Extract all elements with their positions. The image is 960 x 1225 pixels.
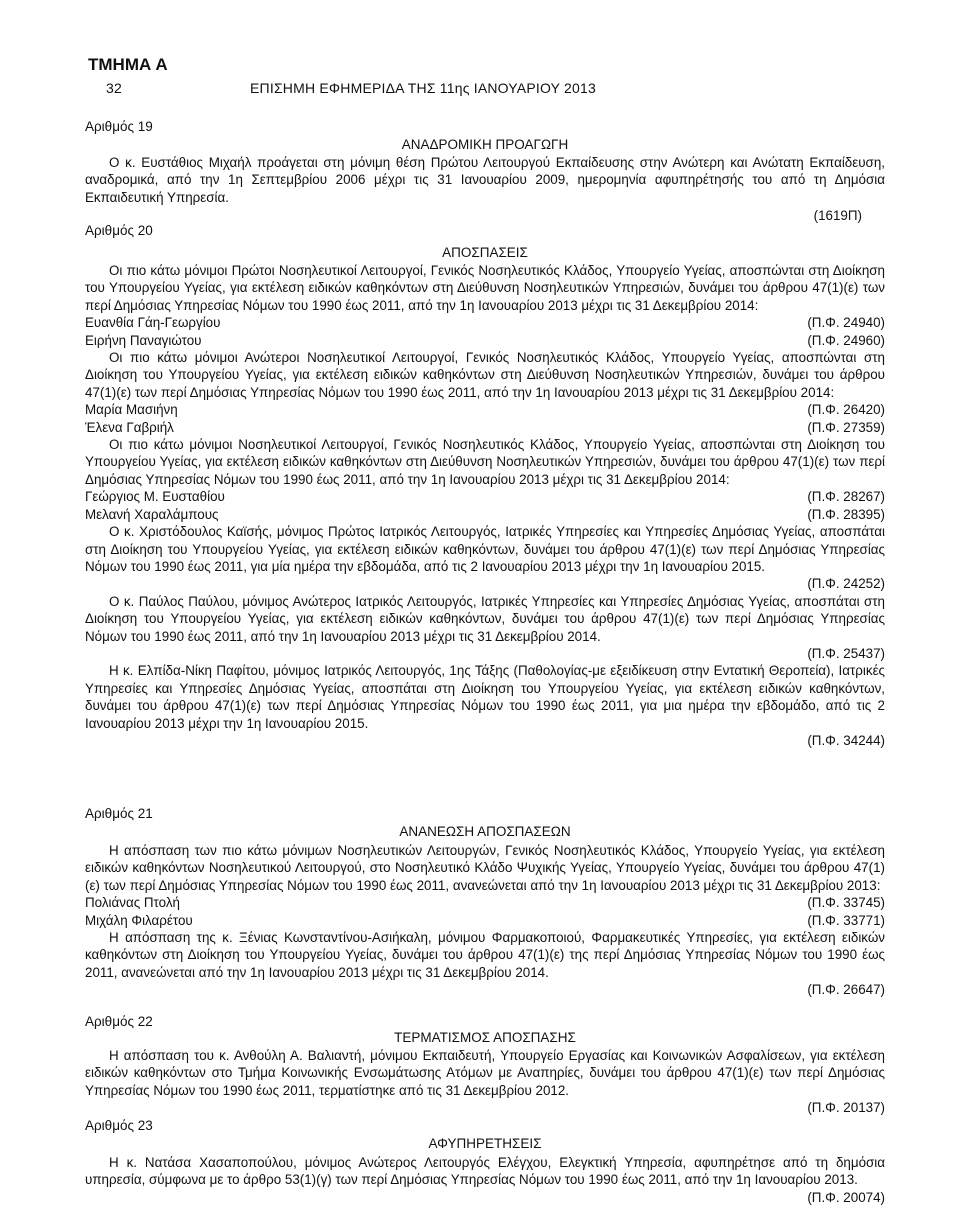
list-item: [85, 314, 885, 331]
article-20-body: [85, 262, 885, 749]
person-name: Έλενα Γαβριήλ: [85, 419, 174, 435]
list-item: [85, 894, 885, 911]
gazette-title: ΕΠΙΣΗΜΗ ΕΦΗΜΕΡΙΔΑ ΤΗΣ 11ης ΙΑΝΟΥΑΡΙΟΥ 2013: [250, 80, 596, 96]
list-item: [85, 401, 885, 418]
pf-ref: (Π.Φ. 24960): [807, 332, 885, 348]
article-22-heading: ΤΕΡΜΑΤΙΣΜΟΣ ΑΠΟΣΠΑΣΗΣ: [394, 1030, 576, 1045]
pf-ref: (Π.Φ. 28267): [807, 489, 885, 505]
person-name: Γεώργιος Μ. Ευσταθίου: [85, 489, 225, 505]
person-name: Ευανθία Γάη-Γεωργίου: [85, 315, 221, 331]
list-item: [85, 419, 885, 436]
person-name: Πολιάνας Πτολή: [85, 895, 180, 911]
gazette-header: [106, 80, 886, 96]
person-name: Μαρία Μασιήνη: [85, 402, 178, 418]
section-label: ΤΜΗΜΑ Α: [88, 55, 168, 74]
article-21-label: Αριθμός 21: [85, 806, 153, 821]
list-item: [85, 912, 885, 929]
article-21-p2: Η απόσπαση της κ. Ξένιας Κωνσταντίνου-Ασιήκαλη, μόνιμου Φαρμακοποιού, Φαρμακευτικές Υπηρεσίες, για εκτέλεση ειδικών καθηκόντων στη Διοίκηση του Υπουργείου Υγείας, δυνάμει του άρθρου 47(1)(ε) της περί Δημόσιας Υπηρεσίας Νόμων του 1990 έως 2011, ανανεώνεται από την 1η Ιανουαρίου 2013 μέχρι τις 31 Δεκεμβρίου 2014.: [85, 930, 885, 980]
list-item: [85, 506, 885, 523]
pf-ref: (Π.Φ. 34244): [807, 732, 885, 748]
article-19-ref: (1619Π): [813, 208, 862, 223]
article-20-p2: Οι πιο κάτω μόνιμοι Ανώτεροι Νοσηλευτικοί Λειτουργοί, Γενικός Νοσηλευτικός Κλάδος, Υπουργείο Υγείας, αποσπώνται στη Διοίκηση του Υπουργείου Υγείας, για εκτέλεση ειδικών καθηκόντων στη Διεύθυνση Νοσηλευτικών Υπηρεσιών, δυνάμει του άρθρου 47(1)(ε) των περί Δημόσιας Υπηρεσίας Νόμων του 1990 έως 2011, από την 1η Ιανουαρίου 2013 μέχρι τις 31 Δεκεμβρίου 2014:: [85, 350, 885, 400]
pf-ref: (Π.Φ. 24252): [807, 576, 885, 592]
article-22-label: Αριθμός 22: [85, 1014, 153, 1029]
article-20-p1: Οι πιο κάτω μόνιμοι Πρώτοι Νοσηλευτικοί Λειτουργοί, Γενικός Νοσηλευτικός Κλάδος, Υπουργείο Υγείας, αποσπώνται στη Διοίκηση του Υπουργείου Υγείας, για εκτέλεση ειδικών καθηκόντων στη Διεύθυνση Νοσηλευτικών Υπηρεσιών, δυνάμει του άρθρου 47(1)(ε) των περί Δημόσιας Υπηρεσίας Νόμων του 1990 έως 2011, από την 1η Ιανουαρίου 2013 μέχρι τις 31 Δεκεμβρίου 2014:: [85, 263, 885, 313]
pf-ref: (Π.Φ. 26420): [807, 402, 885, 418]
article-19-body: [85, 154, 885, 206]
article-23-body: [85, 1154, 885, 1206]
pf-ref: (Π.Φ. 20074): [807, 1189, 885, 1205]
article-21-body: [85, 842, 885, 999]
pf-ref: (Π.Φ. 28395): [807, 506, 885, 522]
article-21-p1: Η απόσπαση των πιο κάτω μόνιμων Νοσηλευτικών Λειτουργών, Γενικός Νοσηλευτικός Κλάδος, Υπουργείο Υγείας, για εκτέλεση ειδικών καθηκόντων Νοσηλευτικού Λειτουργού, στο Νοσηλευτικό Κλάδο Ψυχικής Υγείας, Υπουργείο Υγείας, δυνάμει του άρθρου 47(1)(ε) των περί Δημόσιας Υπηρεσίας Νόμων του 1990 έως 2011, ανανεώνεται από την 1η Ιανουαρίου 2013 μέχρι τις 31 Δεκεμβρίου 2013:: [85, 843, 885, 893]
person-name: Μιχάλη Φιλαρέτου: [85, 912, 193, 928]
article-23-heading: ΑΦΥΠΗΡΕΤΗΣΕΙΣ: [428, 1136, 542, 1151]
article-23-label: Αριθμός 23: [85, 1118, 153, 1133]
page-number: 32: [106, 80, 122, 96]
pf-ref: (Π.Φ. 25437): [807, 645, 885, 661]
article-22-p1: Η απόσπαση του κ. Ανθούλη Α. Βαλιαντή, μόνιμου Εκπαιδευτή, Υπουργείο Εργασίας και Κοινωνικών Ασφαλίσεων, για εκτέλεση ειδικών καθηκόντων στο Τμήμα Κοινωνικής Ενσωμάτωσης Ατόμων με Αναπηρίες, δυνάμει του άρθρου 47(1)(ε) των περί Δημόσιας Υπηρεσίας Νόμων του 1990 έως 2011, τερματίστηκε από τις 31 Δεκεμβρίου 2012.: [85, 1048, 885, 1098]
article-23-p1: Η κ. Νατάσα Χασαποπούλου, μόνιμος Ανώτερος Λειτουργός Ελέγχου, Ελεγκτική Υπηρεσία, αφυπηρέτησε από τη δημόσια υπηρεσία, σύμφωνα με το άρθρο 53(1)(γ) των περί Δημόσιας Υπηρεσίας Νόμων του 1990 έως 2011, από την 1η Ιανουαρίου 2013.: [85, 1155, 885, 1188]
pf-ref: (Π.Φ. 33771): [807, 912, 885, 928]
article-19-text: Ο κ. Ευστάθιος Μιχαήλ προάγεται στη μόνιμη θέση Πρώτου Λειτουργού Εκπαίδευσης στην Ανώτερη και Ανώτατη Εκπαίδευση, αναδρομικά, από την 1η Σεπτεμβρίου 2006 μέχρι τις 31 Ιανουαρίου 2009, ημερομηνία αφυπηρέτησής του από τη Δημόσια Εκπαιδευτική Υπηρεσία.: [85, 155, 885, 205]
pf-ref: (Π.Φ. 26647): [807, 982, 885, 998]
pf-ref: (Π.Φ. 24940): [807, 315, 885, 331]
person-name: Μελανή Χαραλάμπους: [85, 506, 219, 522]
article-20-p3: Οι πιο κάτω μόνιμοι Νοσηλευτικοί Λειτουργοί, Γενικός Νοσηλευτικός Κλάδος, Υπουργείο Υγείας, αποσπώνται στη Διοίκηση του Υπουργείου Υγείας, για εκτέλεση ειδικών καθηκόντων στη Διεύθυνση Νοσηλευτικών Υπηρεσιών, δυνάμει του άρθρου 47(1)(ε) των περί Δημόσιας Υπηρεσίας Νόμων του 1990 έως 2011, από την 1η Ιανουαρίου 2013 μέχρι τις 31 Δεκεμβρίου 2014:: [85, 437, 885, 487]
article-20-label: Αριθμός 20: [85, 223, 153, 238]
article-21-heading: ΑΝΑΝΕΩΣΗ ΑΠΟΣΠΑΣΕΩΝ: [399, 824, 571, 839]
list-item: [85, 488, 885, 505]
pf-ref: (Π.Φ. 20137): [807, 1100, 885, 1116]
article-19-label: Αριθμός 19: [85, 119, 153, 134]
article-22-body: [85, 1047, 885, 1117]
list-item: [85, 332, 885, 349]
pf-ref: (Π.Φ. 27359): [807, 419, 885, 435]
article-20-p6: Η κ. Ελπίδα-Νίκη Παφίτου, μόνιμος Ιατρικός Λειτουργός, 1ης Τάξης (Παθολογίας-με εξειδίκευση στην Εντατική Θεροπεία), Ιατρικές Υπηρεσίες και Υπηρεσίες Δημόσιας Υγείας, αποσπάται στη Διοίκηση του Υπουργείου Υγείας, για εκτέλεση ειδικών καθηκόντων, δυνάμει του άρθρου 47(1)(ε) των περί Δημόσιας Υπηρεσίας Νόμων του 1990 έως 2011, για μια ημέρα την εβδομάδο, από τις 2 Ιανουαρίου 2013 μέχρι την 1η Ιανουαρίου 2015.: [85, 663, 885, 731]
article-20-p4: Ο κ. Χριστόδουλος Καϊσής, μόνιμος Πρώτος Ιατρικός Λειτουργός, Ιατρικές Υπηρεσίες και Υπηρεσίες Δημόσιας Υγείας, αποσπάται στη Διοίκηση του Υπουργείου Υγείας, για εκτέλεση ειδικών καθηκόντων, δυνάμει του άρθρου 47(1)(ε) των περί Δημόσιας Υπηρεσίας Νόμων του 1990 έως 2011, για μία ημέρα την εβδομάδα, από τις 2 Ιανουαρίου 2013 μέχρι την 1η Ιανουαρίου 2015.: [85, 524, 885, 574]
article-19-heading: ΑΝΑΔΡΟΜΙΚΗ ΠΡΟΑΓΩΓΗ: [401, 137, 569, 152]
article-20-p5: Ο κ. Παύλος Παύλου, μόνιμος Ανώτερος Ιατρικός Λειτουργός, Ιατρικές Υπηρεσίες και Υπηρεσίες Δημόσιας Υγείας, αποσπάται στη Διοίκηση του Υπουργείου Υγείας, για εκτέλεση ειδικών καθηκόντων, δυνάμει του άρθρου 47(1)(ε) των περί Δημόσιας Υπηρεσίας Νόμων του 1990 έως 2011, από την 1η Ιανουαρίου 2013 μέχρι τις 31 Δεκεμβρίου 2014.: [85, 593, 885, 644]
article-20-heading: ΑΠΟΣΠΑΣΕΙΣ: [442, 245, 528, 260]
person-name: Ειρήνη Παναγιώτου: [85, 332, 202, 348]
pf-ref: (Π.Φ. 33745): [807, 895, 885, 911]
